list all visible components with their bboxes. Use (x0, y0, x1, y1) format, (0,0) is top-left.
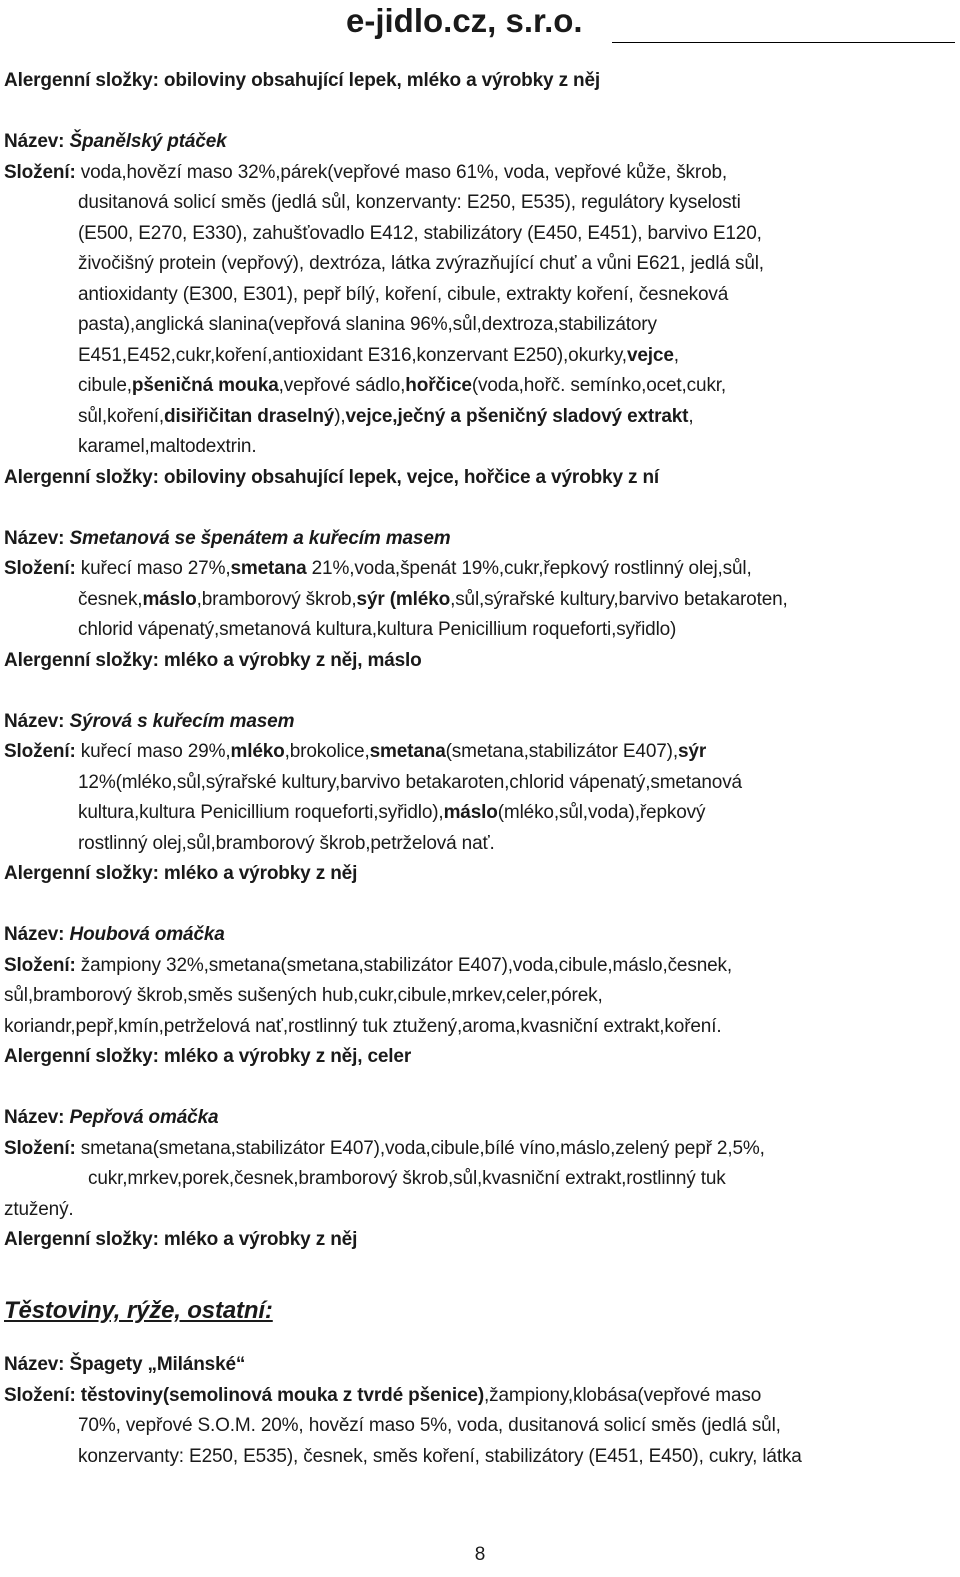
allergen-line: Alergenní složky: obiloviny obsahující lepek, vejce, hořčice a výrobky z ní (4, 466, 660, 488)
dish-name-line: Název: Špagety „Milánské“ (4, 1354, 246, 1375)
allergen-line: Alergenní složky: mléko a výrobky z něj, celer (4, 1046, 412, 1067)
composition-line: pasta),anglická slanina(vepřová slanina 96%,sůl,dextroza,stabilizátory (78, 314, 657, 335)
composition-line: Složení: voda,hovězí maso 32%,párek(vepřové maso 61%, voda, vepřové kůže, škrob, (4, 161, 728, 183)
composition-line: sůl,bramborový škrob,směs sušených hub,cukr,cibule,mrkev,celer,pórek, (4, 985, 603, 1006)
composition-line: kultura,kultura Penicillium roqueforti,syřidlo),máslo(mléko,sůl,voda),řepkový (78, 802, 706, 823)
allergen-line: Alergenní složky: mléko a výrobky z něj, máslo (4, 649, 422, 671)
dish-name-line: Název: Smetanová se špenátem a kuřecím masem (4, 527, 451, 549)
composition-line: koriandr,pepř,kmín,petrželová nať,rostlinný tuk ztužený,aroma,kvasniční extrakt,koření. (4, 1015, 722, 1037)
composition-line: rostlinný olej,sůl,bramborový škrob,petrželová nať. (78, 832, 495, 854)
composition-line: konzervanty: E250, E535), česnek, směs koření, stabilizátory (E451, E450), cukry, látka (78, 1445, 802, 1467)
composition-line: 12%(mléko,sůl,sýrařské kultury,barvivo betakaroten,chlorid vápenatý,smetanová (78, 771, 742, 793)
allergen-line: Alergenní složky: obiloviny obsahující lepek, mléko a výrobky z něj (4, 70, 601, 91)
composition-line: ztužený. (4, 1198, 74, 1220)
composition-line: 70%, vepřové S.O.M. 20%, hovězí maso 5%, voda, dusitanová solicí směs (jedlá sůl, (78, 1415, 781, 1436)
section-heading: Těstoviny, rýže, ostatní: (4, 1297, 273, 1324)
composition-line: dusitanová solicí směs (jedlá sůl, konzervanty: E250, E535), regulátory kyselosti (78, 192, 741, 213)
composition-line: Složení: kuřecí maso 29%,mléko,brokolice,smetana(smetana,stabilizátor E407),sýr (4, 741, 707, 762)
page-header (0, 0, 960, 44)
composition-line: Složení: žampiony 32%,smetana(smetana,stabilizátor E407),voda,cibule,máslo,česnek, (4, 954, 733, 976)
composition-line: Složení: těstoviny(semolinová mouka z tvrdé pšenice),žampiony,klobása(vepřové maso (4, 1384, 762, 1406)
dish-name-line: Název: Pepřová omáčka (4, 1107, 219, 1128)
header-rule (612, 42, 955, 43)
composition-line: chlorid vápenatý,smetanová kultura,kultura Penicillium roqueforti,syřidlo) (78, 619, 677, 640)
dish-name-line: Název: Sýrová s kuřecím masem (4, 710, 295, 732)
composition-line: cibule,pšeničná mouka,vepřové sádlo,hořčice(voda,hořč. semínko,ocet,cukr, (78, 375, 727, 396)
composition-line: cukr,mrkev,porek,česnek,bramborový škrob,sůl,kvasniční extrakt,rostlinný tuk (88, 1168, 726, 1189)
composition-line: (E500, E270, E330), zahušťovadlo E412, stabilizátory (E450, E451), barvivo E120, (78, 222, 762, 244)
dish-name: Sýrová s kuřecím masem (69, 710, 295, 732)
composition-line: živočišný protein (vepřový), dextróza, látka zvýrazňující chuť a vůni E621, jedlá sůl, (78, 253, 764, 274)
composition-line: Složení: smetana(smetana,stabilizátor E407),voda,cibule,bílé víno,máslo,zelený pepř 2,5%, (4, 1137, 765, 1159)
dish-name: Houbová omáčka (69, 924, 225, 945)
dish-name: Špagety „Milánské“ (69, 1354, 246, 1375)
page-number: 8 (474, 1544, 486, 1565)
dish-name: Španělský ptáček (69, 131, 227, 152)
company-name: e-jidlo.cz, s.r.o. (346, 2, 583, 39)
dish-name: Smetanová se špenátem a kuřecím masem (69, 527, 451, 549)
composition-line: Složení: kuřecí maso 27%,smetana 21%,voda,špenát 19%,cukr,řepkový rostlinný olej,sůl, (4, 558, 752, 579)
composition-line: E451,E452,cukr,koření,antioxidant E316,konzervant E250),okurky,vejce, (78, 344, 679, 366)
dish-name: Pepřová omáčka (69, 1107, 219, 1128)
menu-content (4, 66, 956, 1472)
composition-line: karamel,maltodextrin. (78, 436, 257, 457)
composition-line: antioxidanty (E300, E301), pepř bílý, koření, cibule, extrakty koření, česneková (78, 283, 729, 305)
allergen-line: Alergenní složky: mléko a výrobky z něj (4, 863, 358, 884)
dish-name-line: Název: Houbová omáčka (4, 924, 225, 945)
allergen-line: Alergenní složky: mléko a výrobky z něj (4, 1229, 358, 1250)
composition-line: česnek,máslo,bramborový škrob,sýr (mléko,sůl,sýrařské kultury,barvivo betakaroten, (78, 588, 788, 610)
dish-name-line: Název: Španělský ptáček (4, 131, 227, 152)
composition-line: sůl,koření,disiřičitan draselný),vejce,ječný a pšeničný sladový extrakt, (78, 405, 694, 427)
